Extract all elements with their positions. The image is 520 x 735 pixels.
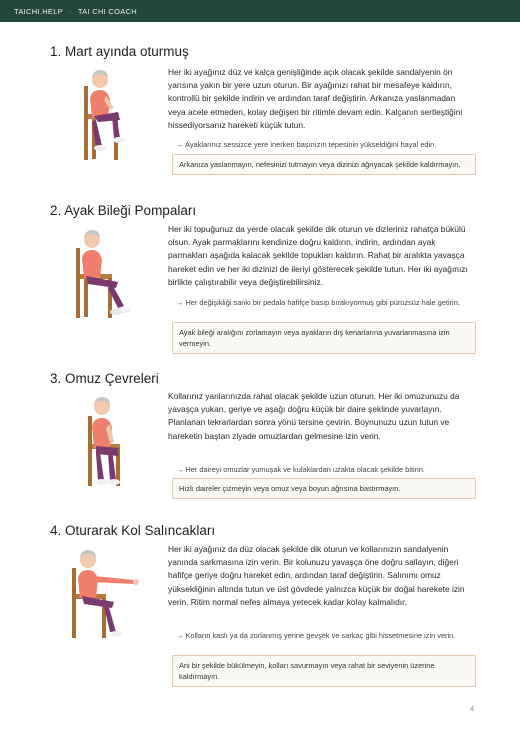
- exercise-title: 1. Mart ayında oturmuş: [50, 44, 189, 59]
- exercise-description: Her iki ayağınız da düz olacak şekilde dik oturun ve kollarınızın sandalyenin yanında sarkmasına izin verin. Bir kolunuzu yavaşça öne doğru sallayın, diğeri hafifçe geriye doğru hareket edin, ardından taraf değiştirin. Salınımı omuz yüksekliğinin altında tutun ve üst gövdede yalnızca küçük bir doğal harekete izin verin. Ritim normal nefes almaya yetecek kadar kolay kalmalıdır.: [168, 544, 465, 607]
- seated-march-illustration: [62, 66, 152, 166]
- exercise-caution: Arkanıza yaslanmayın, nefesinizi tutmayın veya dizinizi ağrıyacak şekilde kaldırmayın.: [172, 154, 476, 175]
- top-bar: [0, 0, 520, 22]
- page-number: 4: [470, 706, 474, 713]
- ankle-pumps-illustration: [62, 224, 152, 324]
- brand-label: TAICHI.HELP: [14, 6, 64, 16]
- exercise-tip: → Her değişikliği sanki bir pedala hafifçe basıp bırakıyormuş gibi pürüzsüz hale getirin.: [176, 298, 460, 307]
- shoulder-circles-illustration: [62, 392, 152, 492]
- exercise-description: Kollarınız yanlarınızda rahat olacak şekilde uzun oturun. Her iki omuzunuzu da yavaşça yukarı, geriye ve aşağı doğru küçük bir daire şeklinde yuvarlayın. Planlanan tekrarlardan sonra yönü tersine çevirin. Boynunuzu uzun tutun ve hareketin baştan ziyade omuzlardan gelmesine izin verin.: [168, 391, 460, 441]
- exercise-caution: Hızlı daireler çizmeyin veya omuz veya boyun ağrısına bastırmayın.: [172, 478, 476, 499]
- exercise-caution: Ayak bileği aralığını zorlamayın veya ayakların dış kenarlarına yuvarlanmasına izin vermeyin.: [172, 322, 476, 354]
- exercise-tip: → Ayaklarınız sessizce yere inerken başınızın tepesinin yükseldiğini hayal edin.: [176, 140, 437, 149]
- exercise-title: 4. Oturarak Kol Salıncakları: [50, 523, 216, 538]
- header-separator: ·: [69, 6, 72, 16]
- exercise-description: Her iki topuğunuz da yerde olacak şekilde dik oturun ve dizleriniz rahatça bükülü olsun. Ayak parmaklarını kendinize doğru kaldırın, indirin, ardından ayak parmakları aşağıda kalacak şekilde topukları kaldırın. Rahat bir aralıkta yavaşça hareket edin ve her iki dizinizi de ileriyi gösterecek şekilde tutun. Her iki ayağınızı birlikte çalıştırabilir veya değiştirebilirsiniz.: [168, 224, 468, 287]
- exercise-tip: → Her daireyi omuzlar yumuşak ve kulaklardan uzakta olacak şekilde bitirin.: [176, 465, 425, 474]
- seated-arm-swings-illustration: [62, 544, 152, 644]
- exercise-title: 3. Omuz Çevreleri: [50, 371, 159, 386]
- exercise-title: 2. Ayak Bileği Pompaları: [50, 203, 197, 218]
- exercise-description: Her iki ayağınız düz ve kalça genişliğinde açık olacak şekilde sandalyenin ön yarısına yakın bir yere uzun oturun. Bir ayağınızı rahat bir mesafeye kaldırın, kontrollü bir şekilde indirin ve ardından taraf değiştirin. Arkanıza yaslanmadan veya acele etmeden, kolay değişen bir ritimle devam edin. Kalçanın sertleştiğini hissediyorsanız hareketi küçük tutun.: [168, 67, 463, 130]
- exercise-caution: Ani bir şekilde bükülmeyin, kolları savurmayın veya rahat bir seviyenin üzerine kaldırmayın.: [172, 655, 476, 687]
- exercise-tip: → Kolların kaslı ya da zorlanmış yerine gevşek ve sarkaç gibi hissetmesine izin verin.: [176, 631, 456, 640]
- section-label: TAI CHI COACH: [77, 6, 138, 16]
